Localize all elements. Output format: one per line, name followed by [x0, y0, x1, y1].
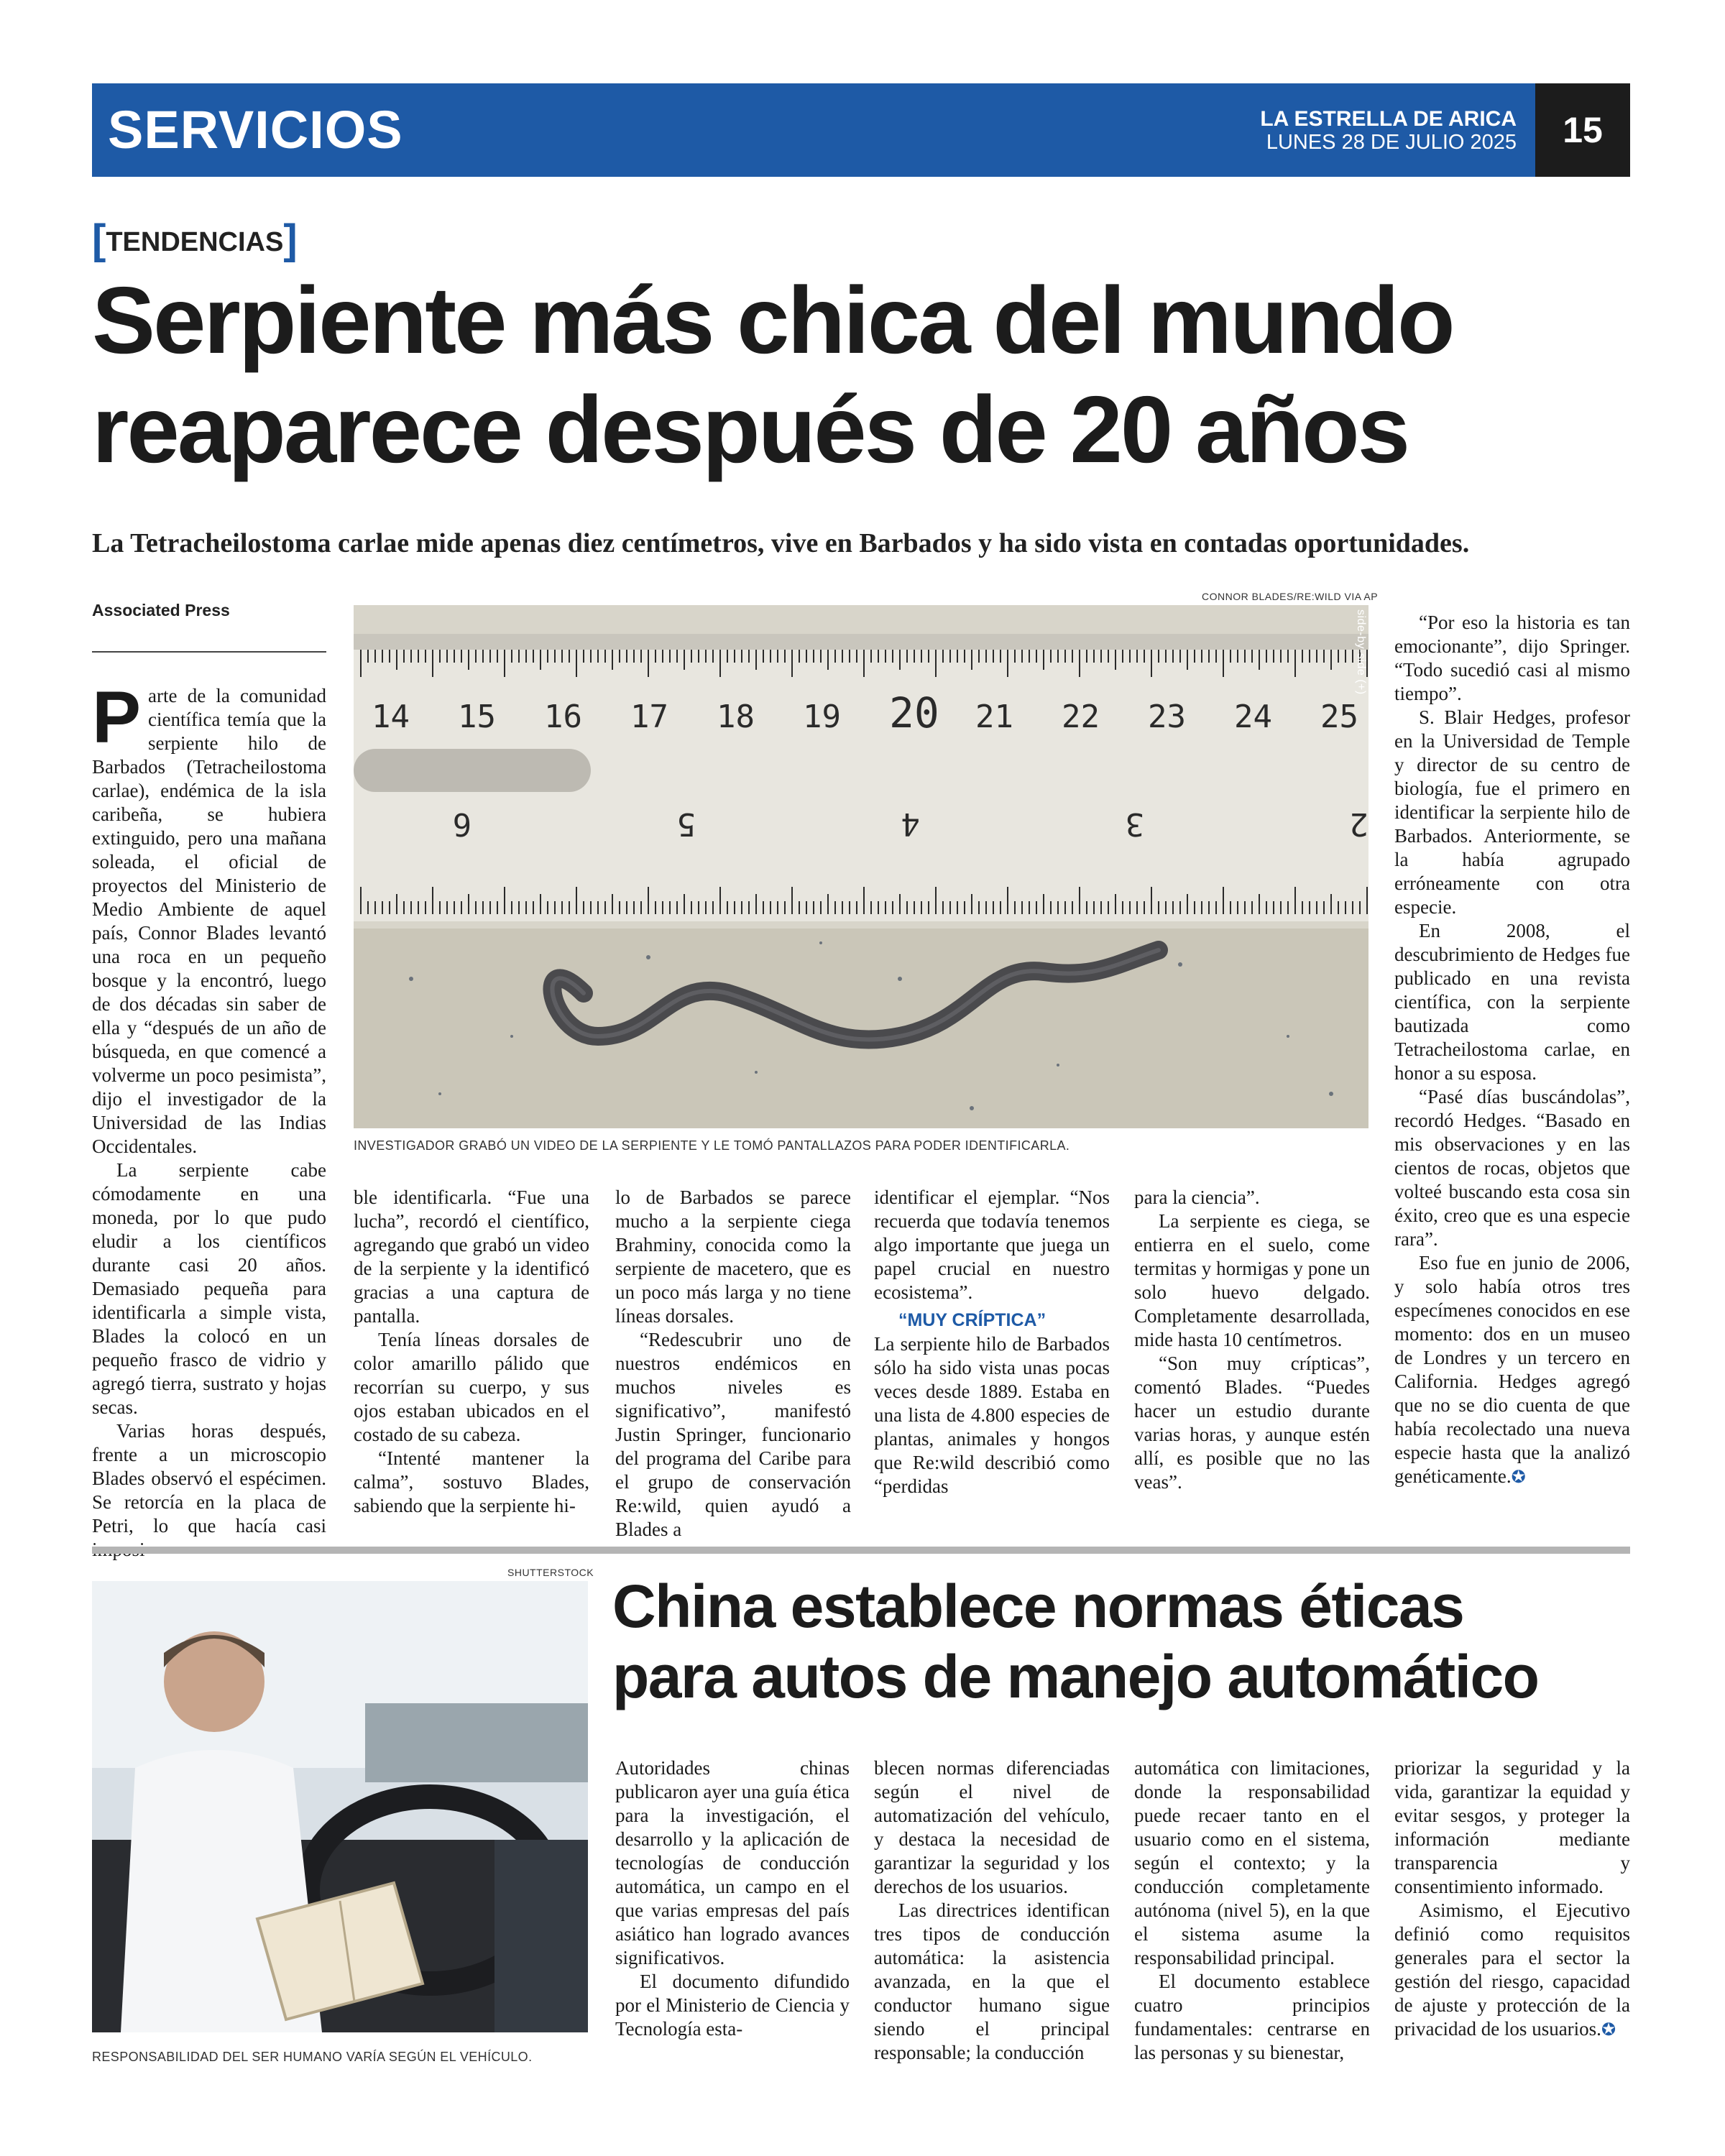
article2-column-3 — [1134, 1756, 1370, 2065]
ruler-label: 6 — [452, 806, 472, 842]
end-mark-icon: ✪ — [1601, 2021, 1616, 2040]
byline: Associated Press — [92, 601, 230, 619]
headline-line-1: China establece normas éticas — [612, 1572, 1464, 1640]
byline-rule — [92, 651, 326, 653]
paragraph — [92, 676, 326, 1158]
photo-credit: CONNOR BLADES/RE:WILD VIA AP — [1202, 591, 1379, 602]
paragraph: ble identificarla. “Fue una lucha”, recordó el científico, agregando que grabó un video de la serpiente y la identificó gracias a una captura de pantalla. — [354, 1187, 589, 1327]
newspaper-name: LA ESTRELLA DE ARICA — [1260, 107, 1517, 131]
car-interior-illustration — [92, 1581, 588, 2032]
paragraph — [1394, 1899, 1630, 2042]
paragraph: La serpiente hilo de Barbados sólo ha sido vista unas pocas veces desde 1889. Estaba en una lista de 4.800 especies de plantas, animales y hongos que Re:wild describió como “perdidas — [874, 1333, 1110, 1497]
article1-column-6 — [1394, 611, 1630, 1490]
snake-on-ruler-photo — [354, 605, 1368, 1128]
paragraph-text: Eso fue en junio de 2006, y solo había otros tres especímenes conocidos en ese momento: dos en un museo de Londres y un tercero en California. Hedges agregó que no se dio cuenta de que había recolectado una nueva especie hasta que la analizó genéticamente. — [1394, 1252, 1630, 1487]
paragraph: La serpiente es ciega, se entierra en el suelo, come termitas y hormigas y pone un solo huevo delgado. Completamente desarrollada, mide hasta 10 centímetros. — [1134, 1210, 1370, 1350]
ruler-label: 5 — [676, 806, 696, 842]
photo-caption: RESPONSABILIDAD DEL SER HUMANO VARÍA SEGÚN EL VEHÍCULO. — [92, 2050, 533, 2064]
article1-column-5 — [1134, 1186, 1370, 1494]
snake-photo-illustration — [354, 605, 1368, 1128]
ruler-label: 4 — [901, 806, 920, 842]
paragraph — [1394, 1251, 1630, 1490]
paragraph: automática con limitaciones, donde la responsabilidad puede recaer tanto en el usuario como en el sistema, según el contexto; y la conducción completamente autónoma (nivel 5), en la que el sistema asume la responsabilidad principal. — [1134, 1757, 1370, 1968]
kicker-bracket-right: ] — [283, 216, 298, 263]
article1-column-2 — [354, 1186, 589, 1518]
paragraph: “Pasé días buscándolas”, recordó Hedges. “Basado en mis observaciones y en las cientos de rocas, objetos que volteé buscando esta cosa sin éxito, creo que es una especie rara”. — [1394, 1086, 1630, 1250]
paragraph: “Intenté mantener la calma”, sostuvo Blades, sabiendo que la serpiente hi- — [354, 1447, 589, 1516]
paragraph: Las directrices identifican tres tipos de conducción automática: la asistencia avanzada, en la que el conductor humano sigue siendo el principal responsable; la conducción — [874, 1899, 1110, 2063]
ruler-label: 16 — [544, 699, 582, 735]
article-kicker — [92, 218, 298, 264]
kicker-label: TENDENCIAS — [106, 227, 284, 257]
section-title: SERVICIOS — [108, 100, 403, 160]
paragraph: El documento difundido por el Ministerio de Ciencia y Tecnología esta- — [615, 1971, 850, 2040]
article-separator — [92, 1547, 1630, 1554]
ruler-label: 14 — [372, 699, 410, 735]
ruler-label: 18 — [717, 699, 755, 735]
subhead: “MUY CRÍPTICA” — [898, 1310, 1046, 1330]
article-headline — [612, 1571, 1633, 1712]
article1-column-4 — [874, 1186, 1110, 1498]
paragraph: La serpiente cabe cómodamente en una moneda, por lo que pudo eludir a los científicos durante casi 20 años. Demasiado pequeña para identificarla a simple vista, Blades la colocó en un pequeño frasco de vidrio y agregó tierra, sustrato y hojas secas. — [92, 1159, 326, 1418]
ruler-label: 24 — [1234, 699, 1272, 735]
paragraph: identificar el ejemplar. “Nos recuerda que todavía tenemos algo importante que juega un papel crucial en nuestro ecosistema”. — [874, 1187, 1110, 1303]
paragraph: priorizar la seguridad y la vida, garantizar la equidad y evitar sesgos, y proteger la información mediante transparencia y consentimiento informado. — [1394, 1757, 1630, 1897]
paragraph: El documento establece cuatro principios fundamentales: centrarse en las personas y su bienestar, — [1134, 1971, 1370, 2063]
photo-caption: INVESTIGADOR GRABÓ UN VIDEO DE LA SERPIENTE Y LE TOMÓ PANTALLAZOS PARA PODER IDENTIFICARLA. — [354, 1138, 1070, 1153]
headline-line-2: reaparece después de 20 años — [92, 377, 1409, 482]
page-number: 15 — [1563, 110, 1603, 150]
photo-watermark: side-by-side (+) — [1355, 609, 1367, 695]
article2-column-4 — [1394, 1756, 1630, 2042]
ruler-label: 22 — [1062, 699, 1100, 735]
paragraph: lo de Barbados se parece mucho a la serpiente ciega Brahminy, conocida como la serpiente de macetero, que es un poco más larga y no tiene líneas dorsales. — [615, 1187, 851, 1327]
article-deck: La Tetracheilostoma carlae mide apenas diez centímetros, vive en Barbados y ha sido vista en contadas oportunidades. — [92, 528, 1470, 558]
paragraph-text: arte de la comunidad científica temía que la serpiente hilo de Barbados (Tetracheilostoma carlae), endémica de la isla caribeña, se hubiera extinguido, pero una mañana soleada, el oficial de proyectos del Ministerio de Medio Ambiente de aquel país, Connor Blades levantó una roca en un pequeño bosque y la encontró, luego de dos décadas sin saber de ella y “después de un año de búsqueda, en que comencé a volverme un poco pesimista”, dijo el investigador de la Universidad de las Indias Occidentales. — [92, 685, 326, 1157]
paragraph: “Redescubrir uno de nuestros endémicos en muchos niveles es significativo”, manifestó Justin Springer, funcionario del programa del Caribe para el grupo de conservación Re:wild, quien ayudó a Blades a — [615, 1329, 851, 1540]
ruler-label: 20 — [889, 688, 939, 737]
article2-column-1 — [615, 1756, 850, 2041]
paragraph: “Son muy crípticas”, comentó Blades. “Puedes hacer un estudio durante varias horas, y aunque estén allí, es posible que no las veas”. — [1134, 1353, 1370, 1493]
paragraph-text: Asimismo, el Ejecutivo definió como requisitos generales para el sector la gestión del riesgo, capacidad de ajuste y protección de la privacidad de los usuarios. — [1394, 1899, 1630, 2040]
ruler-label: 3 — [1125, 806, 1144, 842]
paragraph: “Por eso la historia es tan emocionante”, dijo Springer. “Todo sucedió casi al mismo tiempo”. — [1394, 612, 1630, 704]
article1-column-1 — [92, 676, 326, 1562]
ruler-label: 2 — [1349, 806, 1368, 842]
paragraph: S. Blair Hedges, profesor en la Universidad de Temple y director de su centro de biología, fue el primero en identificar la serpiente hilo de Barbados. Anteriormente, se la había agrupado erróneamente con otra especie. — [1394, 706, 1630, 918]
ruler-label: 15 — [458, 699, 496, 735]
ruler-label: 17 — [630, 699, 668, 735]
headline-line-2: para autos de manejo automático — [612, 1643, 1539, 1710]
photo-credit: SHUTTERSTOCK — [507, 1567, 594, 1578]
ruler-label: 21 — [975, 699, 1013, 735]
paragraph: Tenía líneas dorsales de color amarillo pálido que recorrían su cuerpo, y sus ojos estaban ubicados en el costado de su cabeza. — [354, 1329, 589, 1445]
issue-date: LUNES 28 DE JULIO 2025 — [1266, 131, 1517, 154]
headline-line-1: Serpiente más chica del mundo — [92, 267, 1453, 373]
kicker-bracket-left: [ — [92, 216, 106, 263]
article2-column-2 — [874, 1756, 1110, 2065]
ruler-label: 25 — [1320, 699, 1358, 735]
paragraph: para la ciencia”. — [1134, 1187, 1260, 1208]
article1-column-3 — [615, 1186, 851, 1542]
end-mark-icon: ✪ — [1511, 1468, 1526, 1487]
article-headline — [92, 266, 1630, 484]
ruler-label: 19 — [803, 699, 841, 735]
paragraph: En 2008, el descubrimiento de Hedges fue publicado en una revista científica, con la serpiente bautizada como Tetracheilostoma carlae, en honor a su esposa. — [1394, 920, 1630, 1084]
paragraph: blecen normas diferenciadas según el nivel de automatización del vehículo, y destaca la necesidad de garantizar la seguridad y los derechos de los usuarios. — [874, 1757, 1110, 1897]
paragraph: Autoridades chinas publicaron ayer una guía ética para la investigación, el desarrollo y la aplicación de tecnologías de conducción automática, un campo en el que varias empresas del país asiático han logrado avances significativos. — [615, 1757, 850, 1968]
paragraph: Varias horas después, frente a un microscopio Blades observó el espécimen. Se retorcía en la placa de Petri, lo que hacía casi — [92, 1420, 326, 1537]
drop-cap: P — [92, 676, 142, 758]
driver-reading-photo — [92, 1581, 588, 2032]
ruler-label: 23 — [1148, 699, 1186, 735]
